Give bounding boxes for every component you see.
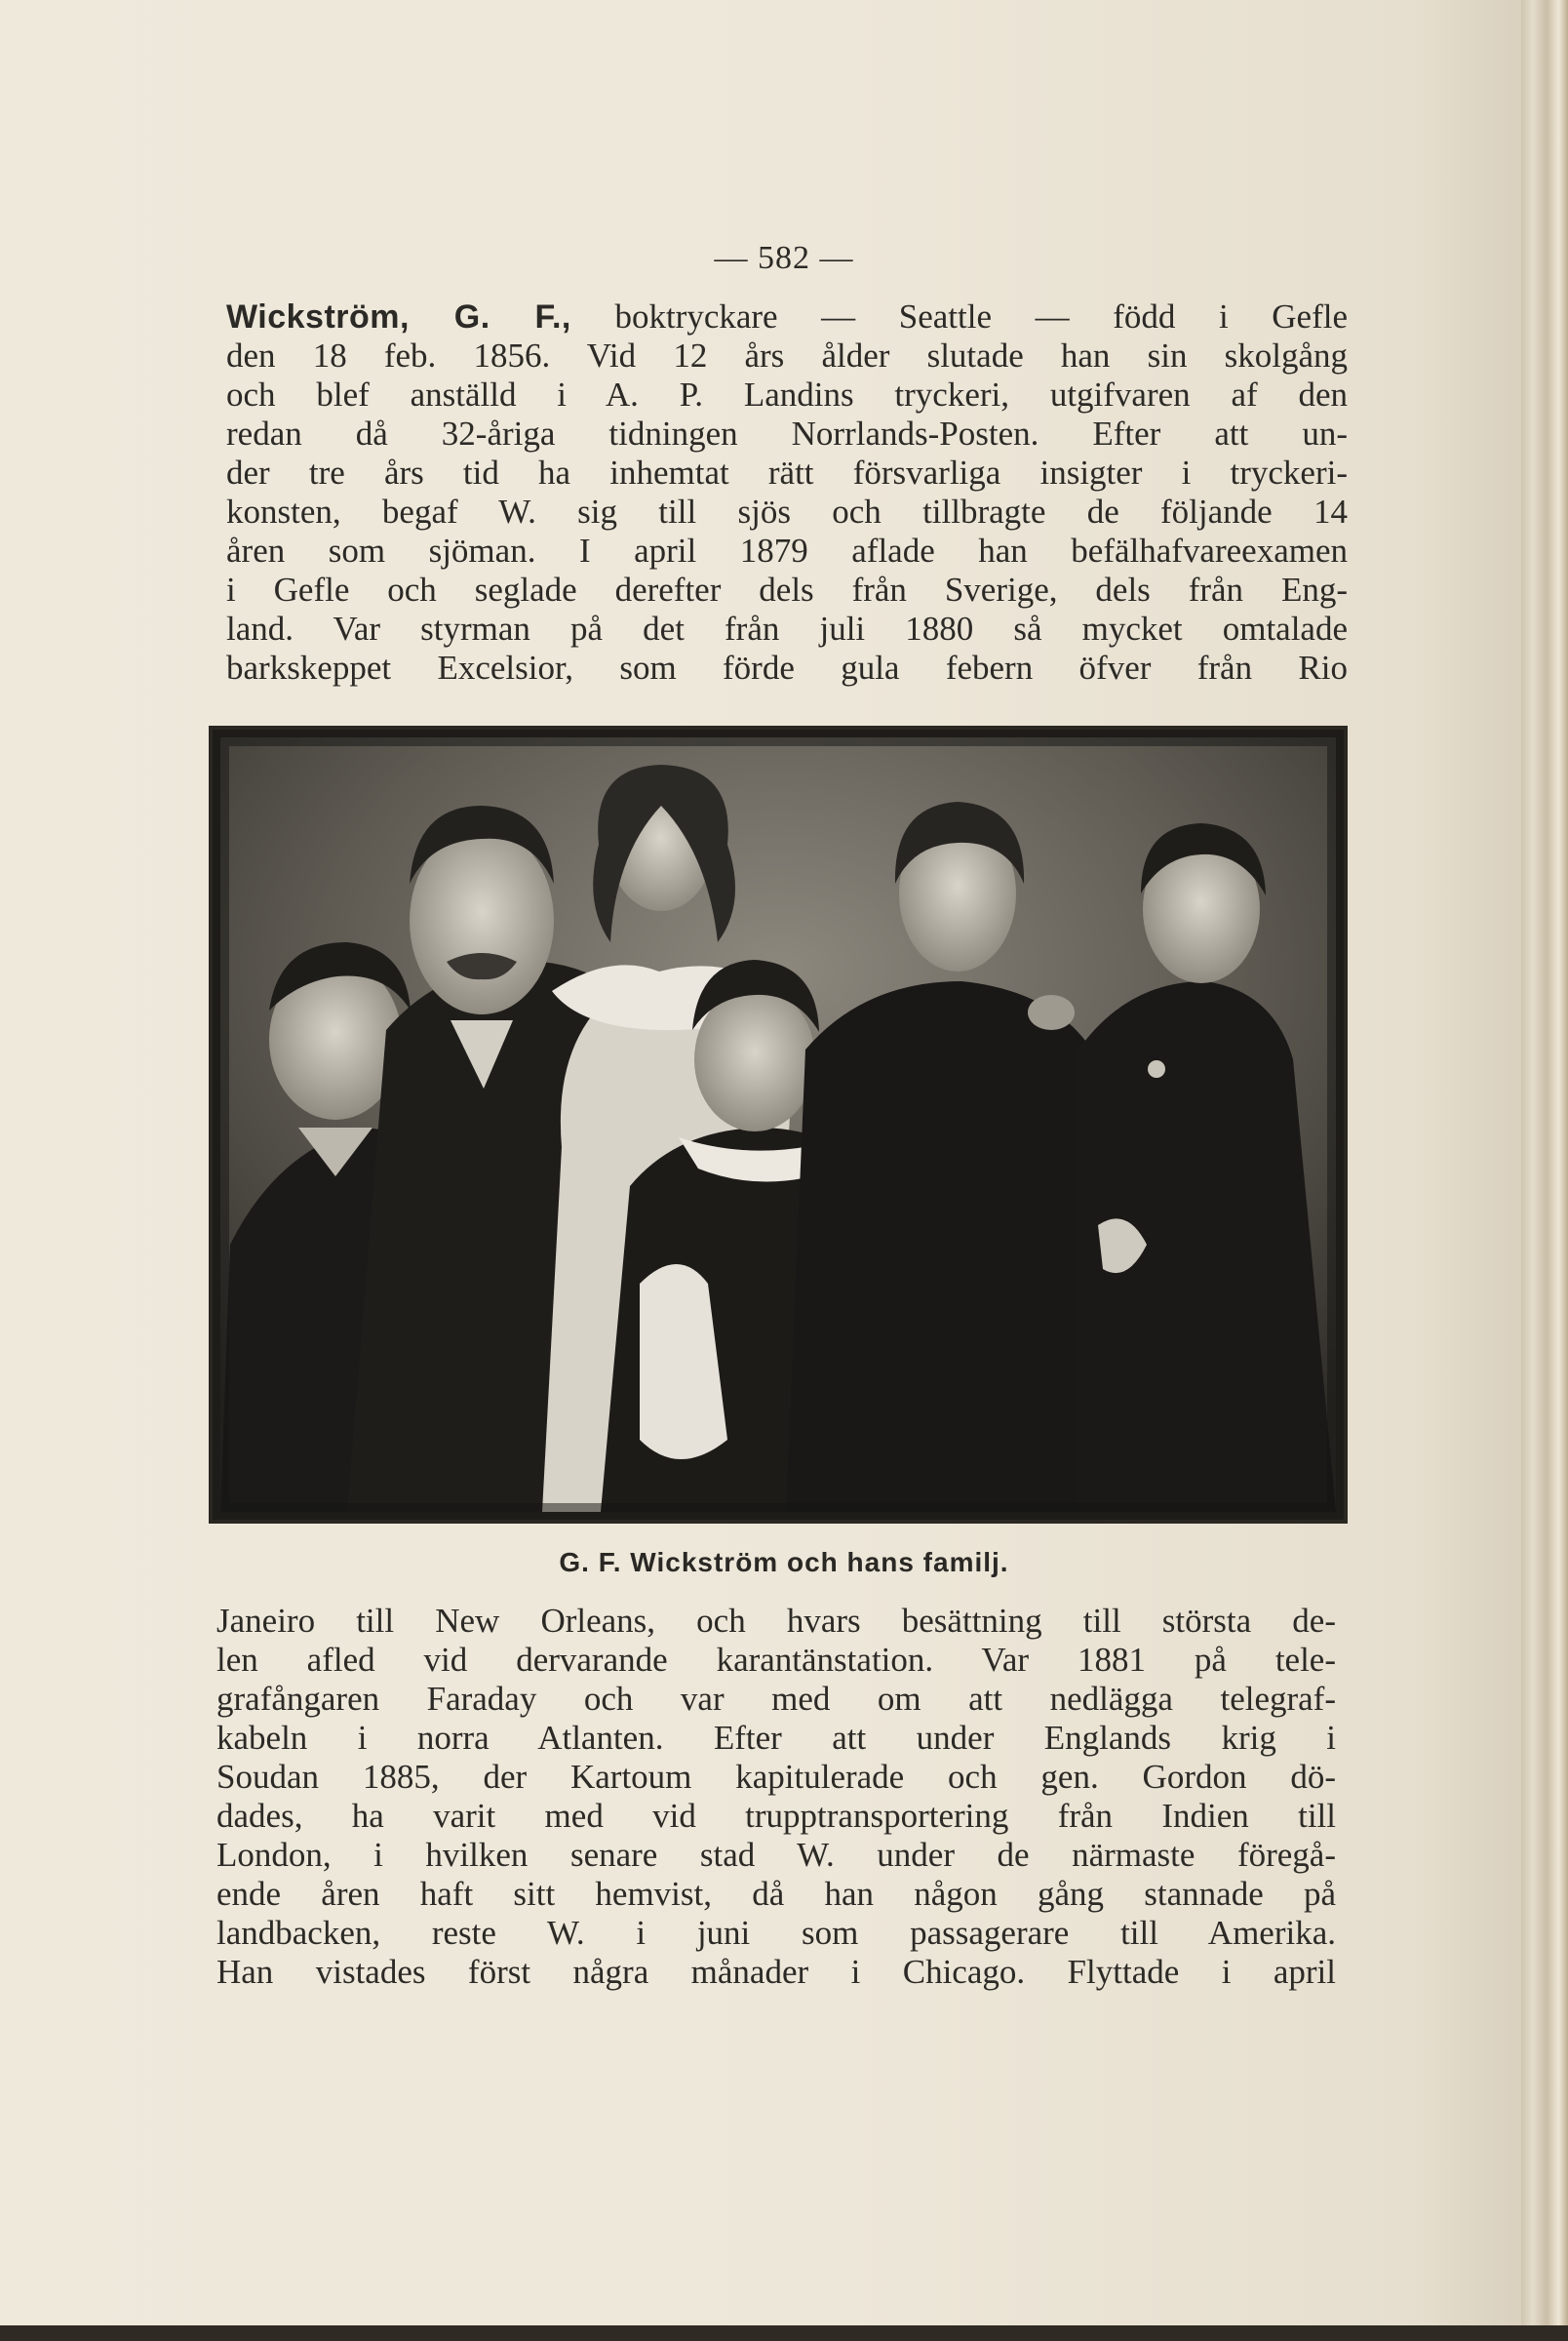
text-line: Janeiro till New Orleans, och hvars besättning till största de- (216, 1602, 1336, 1640)
family-portrait-illustration (220, 737, 1336, 1512)
text-line: landbacken, reste W. i juni som passagerare till Amerika. (216, 1914, 1336, 1952)
text-line: kabeln i norra Atlanten. Efter att under Englands krig i (216, 1719, 1336, 1757)
text-line (226, 298, 1348, 337)
text-line: åren som sjöman. I april 1879 aflade han befälhafvareexamen (226, 532, 1348, 570)
entry-text-bottom (216, 1602, 1336, 1992)
text-line: der tre års tid ha inhemtat rätt försvarliga insigter i tryckeri- (226, 454, 1348, 492)
text-line: London, i hvilken senare stad W. under de närmaste föregå- (216, 1836, 1336, 1874)
text-line: i Gefle och seglade derefter dels från Sverige, dels från Eng- (226, 571, 1348, 609)
text-line: den 18 feb. 1856. Vid 12 års ålder slutade han sin skolgång (226, 337, 1348, 375)
entry-text-top (226, 298, 1348, 688)
text-line: Soudan 1885, der Kartoum kapitulerade och gen. Gordon dö- (216, 1758, 1336, 1796)
text-line: och blef anställd i A. P. Landins tryckeri, utgifvaren af den (226, 376, 1348, 414)
text-line: len afled vid dervarande karantänstation. Var 1881 på tele- (216, 1641, 1336, 1679)
family-photo (209, 726, 1348, 1524)
page-number: — 582 — (714, 240, 854, 276)
text-line: grafångaren Faraday och var med om att nedlägga telegraf- (216, 1680, 1336, 1718)
text-line: konsten, begaf W. sig till sjös och tillbragte de följande 14 (226, 493, 1348, 531)
text-line-content: boktryckare — Seattle — född i Gefle (570, 298, 1348, 336)
family-photo-image (220, 737, 1336, 1512)
text-line: dades, ha varit med vid trupptransportering från Indien till (216, 1797, 1336, 1835)
text-line: barkskeppet Excelsior, som förde gula febern öfver från Rio (226, 649, 1348, 687)
text-line: land. Var styrman på det från juli 1880 så mycket omtalade (226, 610, 1348, 648)
page-bottom-edge (0, 2325, 1568, 2341)
entry-name: Wickström, G. F., (226, 298, 571, 336)
photo-caption: G. F. Wickström och hans familj. (559, 1547, 1009, 1577)
text-line: redan då 32-åriga tidningen Norrlands-Posten. Efter att un- (226, 415, 1348, 453)
book-gutter (1521, 0, 1568, 2341)
text-line: Han vistades först några månader i Chicago. Flyttade i april (216, 1953, 1336, 1991)
text-line: ende åren haft sitt hemvist, då han någon gång stannade på (216, 1875, 1336, 1913)
